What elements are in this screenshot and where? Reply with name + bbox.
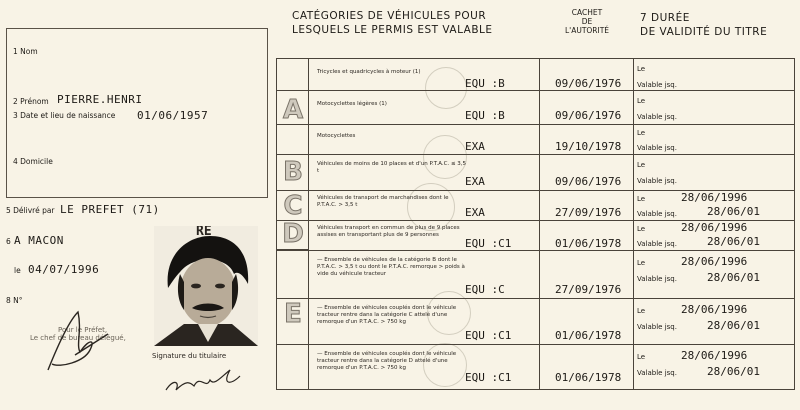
- row-le: Le: [637, 259, 646, 267]
- row-le: Le: [637, 353, 646, 361]
- cachet-heading: [552, 8, 622, 35]
- duree-heading: [640, 12, 767, 38]
- row-issue-date: 28/06/1996: [681, 349, 748, 362]
- row-description: Véhicules de moins de 10 places et d'un P.T.A.C. ≤ 3,5 t: [317, 161, 467, 174]
- duree-line1: 7 DURÉE: [640, 12, 690, 24]
- n-label: 8 N°: [6, 296, 23, 305]
- table-row: [277, 125, 794, 155]
- row-valid-label: Valable jsq.: [637, 113, 677, 121]
- row-code: EQU :C1: [465, 371, 512, 384]
- row-date: 01/06/1978: [555, 237, 622, 250]
- category-letter-a: A: [282, 95, 304, 125]
- row-valid-label: Valable jsq.: [637, 144, 677, 152]
- row-le: Le: [637, 195, 646, 203]
- row-code: EXA: [465, 175, 485, 188]
- row-issue-date: 28/06/1996: [681, 303, 748, 316]
- row-date: 19/10/1978: [555, 140, 622, 153]
- row-valid-label: Valable jsq.: [637, 240, 677, 248]
- cachet-line2: DE: [581, 17, 593, 26]
- a-label: 6: [6, 237, 11, 246]
- row-valid-label: Valable jsq.: [637, 275, 677, 283]
- row-description: Motocyclettes légères (1): [317, 101, 387, 107]
- row-issue-date: 28/06/1996: [681, 191, 748, 204]
- prefet-signature-icon: [30, 300, 140, 380]
- row-date: 27/09/1976: [555, 206, 622, 219]
- row-description: — Ensemble de véhicules couplés dont le véhicule tracteur rentre dans la catégorie D attelé d'une remorque d'un P.T.A.C. > 750 kg: [317, 351, 457, 371]
- row-le: Le: [637, 65, 646, 73]
- table-row: [277, 345, 794, 389]
- naissance-label: 3 Date et lieu de naissance: [13, 111, 116, 120]
- table-row: [277, 91, 794, 125]
- row-issue-date: 28/06/1996: [681, 221, 748, 234]
- row-date: 01/06/1978: [555, 371, 622, 384]
- row-date: 09/06/1976: [555, 109, 622, 122]
- category-letter-d: D: [282, 219, 304, 249]
- row-code: EQU :B: [465, 109, 505, 122]
- row-le: Le: [637, 129, 646, 137]
- row-date: 09/06/1976: [555, 175, 622, 188]
- table-row: [277, 155, 794, 191]
- delivre-label: 5 Délivré par: [6, 206, 55, 215]
- row-expiry-date: 28/06/01: [707, 319, 760, 332]
- prefet-line1: Pour le Préfet,: [58, 326, 108, 334]
- row-expiry-date: 28/06/01: [707, 365, 760, 378]
- photo-overlay-text: RE: [196, 226, 212, 239]
- row-valid-label: Valable jsq.: [637, 81, 677, 89]
- row-description: Véhicules transport en commun de plus de 9 places assises en transportant plus de 9 personnes: [317, 225, 460, 238]
- row-code: EXA: [465, 206, 485, 219]
- duree-line2: DE VALIDITÉ DU TITRE: [640, 26, 768, 38]
- category-letter-b: B: [283, 157, 303, 187]
- row-le: Le: [637, 97, 646, 105]
- prefet-line2: Le chef de bureau délégué,: [30, 334, 126, 342]
- row-valid-label: Valable jsq.: [637, 369, 677, 377]
- delivre-value: LE PREFET (71): [60, 203, 160, 216]
- a-value: A MACON: [14, 234, 64, 247]
- row-valid-label: Valable jsq.: [637, 177, 677, 185]
- row-description: — Ensemble de véhicules de la catégorie B dont le P.T.A.C. > 3,5 t ou dont le P.T.A.C. remorque > poids à vide du véhicule tracteur: [317, 257, 465, 277]
- category-letter-e: E: [284, 299, 302, 329]
- row-code: EQU :B: [465, 77, 505, 90]
- row-le: Le: [637, 161, 646, 169]
- nom-label: 1 Nom: [13, 47, 38, 56]
- holder-photo: [154, 226, 258, 346]
- cachet-line1: CACHET: [571, 8, 603, 17]
- holder-signature-icon: [160, 360, 250, 400]
- table-row: [277, 191, 794, 221]
- naissance-value: 01/06/1957: [137, 109, 209, 122]
- table-row: [277, 251, 794, 299]
- categories-line2: LESQUELS LE PERMIS EST VALABLE: [292, 24, 493, 36]
- row-expiry-date: 28/06/01: [707, 205, 760, 218]
- signature-label: Signature du titulaire: [152, 352, 227, 360]
- row-valid-label: Valable jsq.: [637, 323, 677, 331]
- row-description: Tricycles et quadricycles à moteur (1): [317, 69, 421, 75]
- row-date: 27/09/1976: [555, 283, 622, 296]
- row-code: EQU :C: [465, 283, 505, 296]
- table-row: [277, 59, 794, 91]
- categories-line1: CATÉGORIES DE VÉHICULES POUR: [292, 10, 487, 22]
- row-description: Véhicules de transport de marchandises dont le P.T.A.C. > 3,5 t: [317, 195, 449, 208]
- row-expiry-date: 28/06/01: [707, 235, 760, 248]
- le-label: le: [14, 266, 21, 275]
- le-value: 04/07/1996: [28, 263, 100, 276]
- row-code: EXA: [465, 140, 485, 153]
- row-code: EQU :C1: [465, 237, 512, 250]
- categories-table: [276, 58, 795, 390]
- row-issue-date: 28/06/1996: [681, 255, 748, 268]
- category-letter-c: C: [283, 191, 303, 221]
- row-valid-label: Valable jsq.: [637, 210, 677, 218]
- cachet-line3: L'AUTORITÉ: [564, 26, 610, 35]
- row-date: 01/06/1978: [555, 329, 622, 342]
- prenom-value: PIERRE.HENRI: [57, 93, 143, 106]
- categories-heading: [292, 10, 493, 36]
- row-le: Le: [637, 225, 646, 233]
- domicile-label: 4 Domicile: [13, 157, 53, 166]
- row-description: — Ensemble de véhicules couplés dont le véhicule tracteur rentre dans la catégorie C attelé d'une remorque d'un P.T.A.C. > 750 kg: [317, 305, 457, 325]
- table-row: [277, 299, 794, 345]
- identity-box: [6, 28, 268, 198]
- row-description: Motocyclettes: [317, 133, 356, 139]
- row-date: 09/06/1976: [555, 77, 622, 90]
- row-le: Le: [637, 307, 646, 315]
- row-expiry-date: 28/06/01: [707, 271, 760, 284]
- prenom-label: 2 Prénom: [13, 97, 49, 106]
- row-code: EQU :C1: [465, 329, 512, 342]
- table-row: [277, 221, 794, 251]
